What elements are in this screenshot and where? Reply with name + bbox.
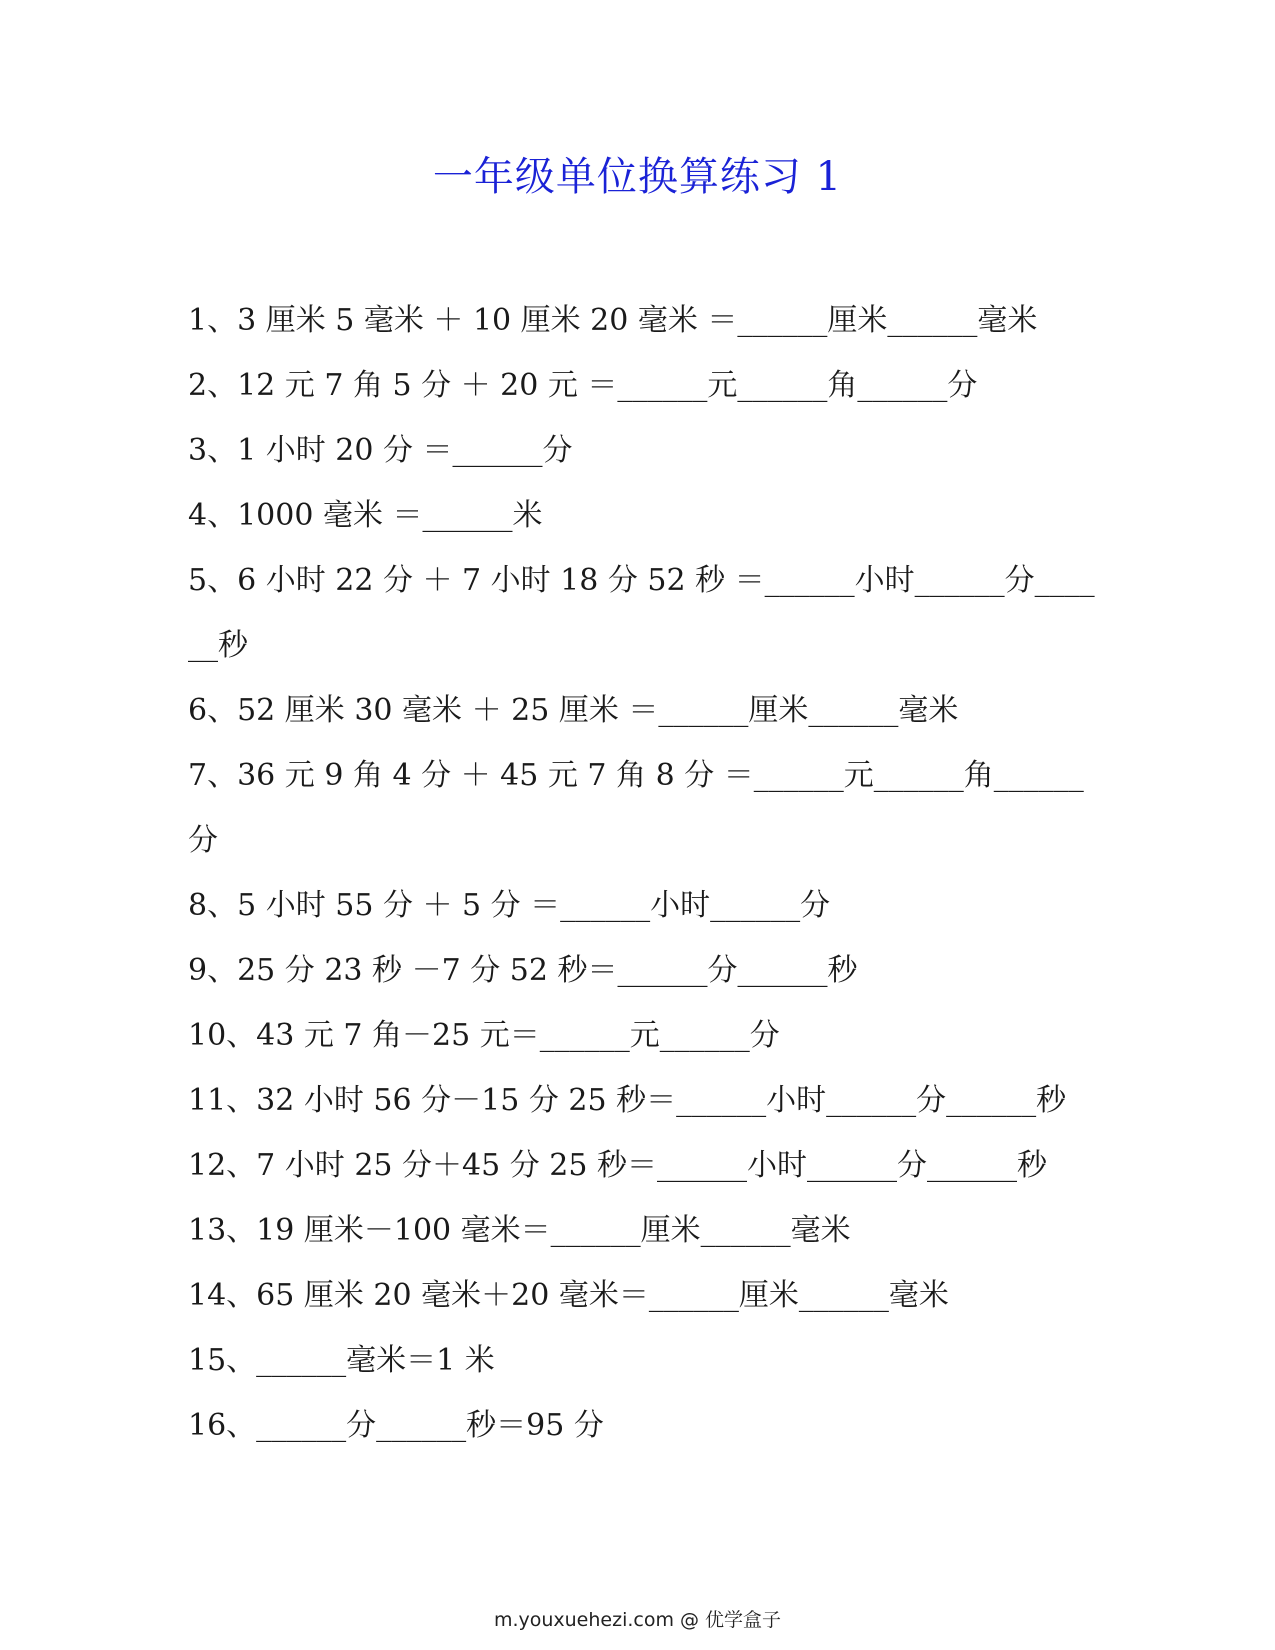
page-title: 一年级单位换算练习 1 bbox=[432, 154, 843, 200]
question-5: 5、6 小时 22 分 ＋ 7 小时 18 分 52 秒 ＝______小时______分______秒 bbox=[188, 563, 1095, 663]
question-14: 14、65 厘米 20 毫米＋20 毫米＝______厘米______毫米 bbox=[188, 1278, 949, 1313]
question-3: 3、1 小时 20 分 ＝______分 bbox=[188, 433, 573, 468]
question-2: 2、12 元 7 角 5 分 ＋ 20 元 ＝______元______角______分 bbox=[188, 368, 978, 403]
question-1: 1、3 厘米 5 毫米 ＋ 10 厘米 20 毫米 ＝______厘米______毫米 bbox=[188, 303, 1038, 338]
question-15: 15、______毫米＝1 米 bbox=[188, 1343, 495, 1378]
question-11: 11、32 小时 56 分－15 分 25 秒＝______小时______分______秒 bbox=[188, 1083, 1067, 1118]
question-12: 12、7 小时 25 分＋45 分 25 秒＝______小时______分______秒 bbox=[188, 1148, 1047, 1183]
question-16: 16、______分______秒＝95 分 bbox=[188, 1408, 604, 1443]
question-list bbox=[188, 288, 1098, 1458]
question-13: 13、19 厘米－100 毫米＝______厘米______毫米 bbox=[188, 1213, 851, 1248]
question-7: 7、36 元 9 角 4 分 ＋ 45 元 7 角 8 分 ＝______元______角______分 bbox=[188, 758, 1084, 858]
question-10: 10、43 元 7 角－25 元＝______元______分 bbox=[188, 1018, 780, 1053]
question-6: 6、52 厘米 30 毫米 ＋ 25 厘米 ＝______厘米______毫米 bbox=[188, 693, 959, 728]
question-9: 9、25 分 23 秒 －7 分 52 秒＝______分______秒 bbox=[188, 953, 858, 988]
footer-watermark: m.youxuehezi.com @ 优学盒子 bbox=[493, 1609, 782, 1631]
question-8: 8、5 小时 55 分 ＋ 5 分 ＝______小时______分 bbox=[188, 888, 831, 923]
question-4: 4、1000 毫米 ＝______米 bbox=[188, 498, 543, 533]
